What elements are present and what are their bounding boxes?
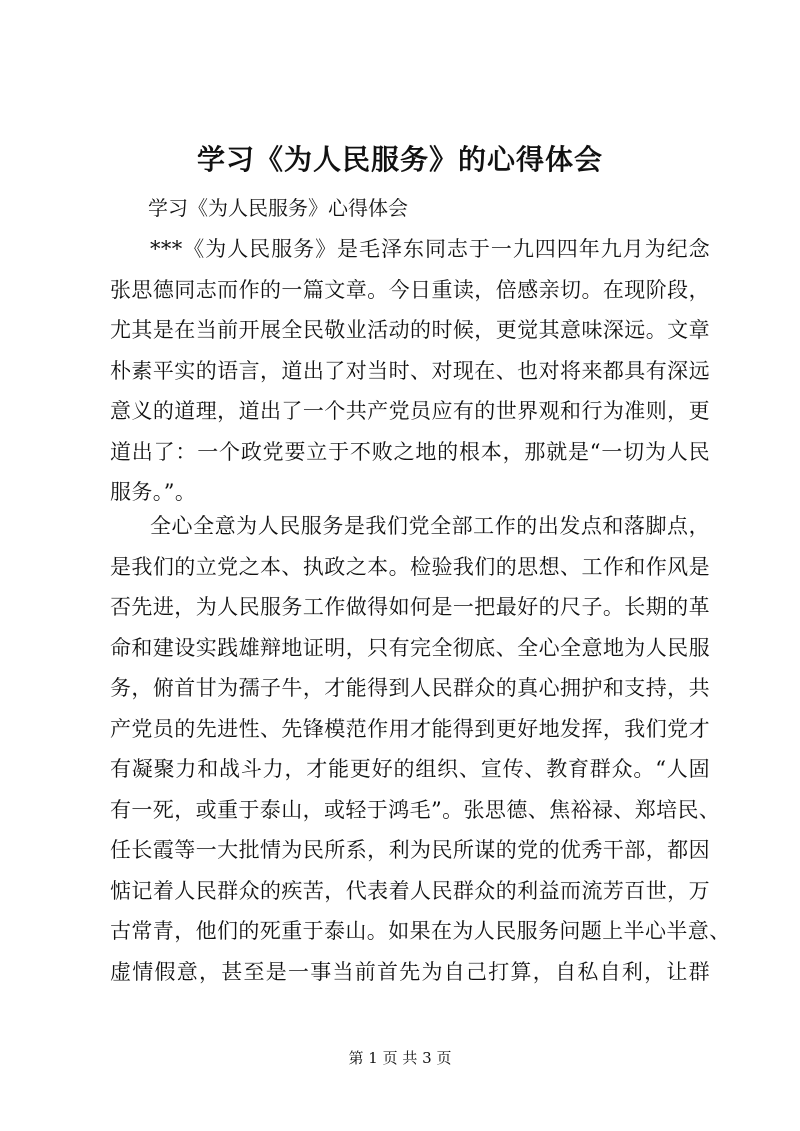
document-title: 学习《为人民服务》的心得体会 — [196, 143, 603, 176]
paragraph-1 — [110, 229, 710, 513]
paragraph-line: 朴素平实的语言，道出了对当时、对现在、也对将来都具有深远 — [110, 358, 710, 383]
paragraph-line: 命和建设实践雄辩地证明，只有完全彻底、全心全意地为人民服 — [110, 635, 710, 660]
paragraph-line: 尤其是在当前开展全民敬业活动的时候，更觉其意味深远。文章 — [110, 318, 710, 342]
paragraph-line: 意义的道理，道出了一个共产党员应有的世界观和行为准则，更 — [110, 399, 710, 423]
paragraph-line: 服务。”。 — [110, 480, 197, 504]
paragraph-line: 有凝聚力和战斗力，才能更好的组织、宣传、教育群众。“人固 — [110, 757, 710, 781]
paragraph-line: 全心全意为人民服务是我们党全部工作的出发点和落脚点， — [150, 514, 710, 538]
paragraph-line: 道出了：一个政党要立于不败之地的根本，那就是“一切为人民 — [110, 439, 710, 464]
paragraph-line: 任长霞等一大批情为民所系，利为民所谋的党的优秀干部，都因 — [110, 838, 710, 862]
paragraph-line: 是我们的立党之本、执政之本。检验我们的思想、工作和作风是 — [110, 554, 710, 579]
paragraph-line: ***《为人民服务》是毛泽东同志于一九四四年九月为纪念 — [150, 237, 710, 261]
paragraph-line: 有一死，或重于泰山，或轻于鸿毛”。张思德、焦裕禄、郑培民、 — [110, 797, 721, 822]
paragraph-line: 张思德同志而作的一篇文章。今日重读，倍感亲切。在现阶段， — [110, 277, 710, 302]
paragraph-line: 惦记着人民群众的疾苦，代表着人民群众的利益而流芳百世，万 — [110, 878, 710, 903]
paragraph-2 — [110, 506, 731, 992]
page-footer: 第 1 页 共 3 页 — [348, 1049, 452, 1067]
paragraph-line: 古常青，他们的死重于泰山。如果在为人民服务问题上半心半意、 — [110, 919, 731, 943]
paragraph-line: 虚情假意，甚至是一事当前首先为自己打算，自私自利，让群 — [110, 959, 710, 984]
paragraph-line: 务，俯首甘为孺子牛，才能得到人民群众的真心拥护和支持，共 — [110, 676, 710, 700]
document-subtitle: 学习《为人民服务》心得体会 — [148, 196, 408, 220]
paragraph-line: 产党员的先进性、先锋模范作用才能得到更好地发挥，我们党才 — [110, 716, 710, 741]
paragraph-line: 否先进，为人民服务工作做得如何是一把最好的尺子。长期的革 — [110, 595, 710, 619]
